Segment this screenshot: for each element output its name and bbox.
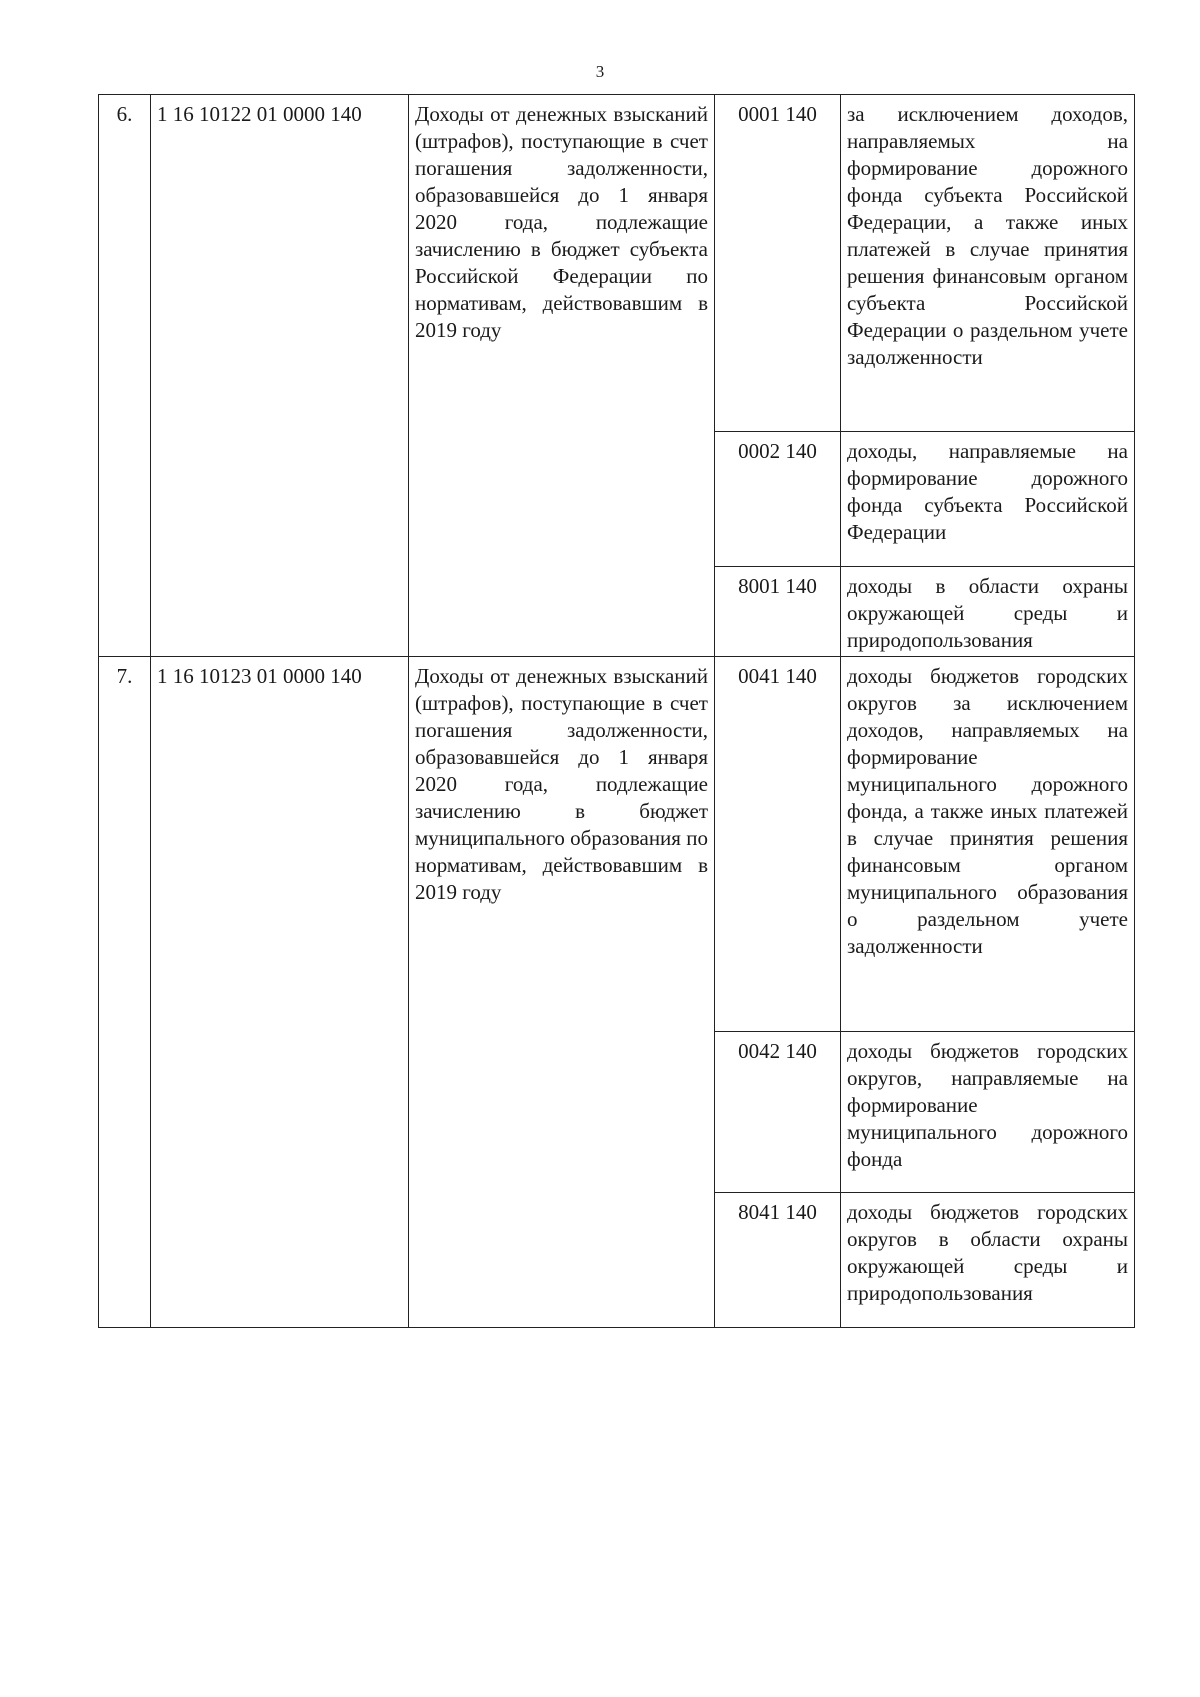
income-name: Доходы от денежных взысканий (штрафов), поступающие в счет погашения задолженности, образовавшейся до 1 января 2020 года, подлежащие зачислению в бюджет муниципального образования по нормативам, действовавшим в 2019 году (409, 657, 715, 1328)
sub-description: доходы, направляемые на формирование дорожного фонда субъекта Российской Федерации (841, 432, 1135, 567)
sub-code: 0001 140 (715, 95, 841, 432)
sub-code: 8041 140 (715, 1193, 841, 1328)
sub-code: 8001 140 (715, 567, 841, 657)
kbk-code: 1 16 10123 01 0000 140 (151, 657, 409, 1328)
sub-description: доходы бюджетов городских округов в области охраны окружающей среды и природопользования (841, 1193, 1135, 1328)
sub-description: доходы в области охраны окружающей среды и природопользования (841, 567, 1135, 657)
budget-classification-table (98, 94, 1135, 1328)
kbk-code: 1 16 10122 01 0000 140 (151, 95, 409, 657)
income-name: Доходы от денежных взысканий (штрафов), поступающие в счет погашения задолженности, образовавшейся до 1 января 2020 года, подлежащие зачислению в бюджет субъекта Российской Федерации по нормативам, действовавшим в 2019 году (409, 95, 715, 657)
sub-description: за исключением доходов, направляемых на формирование дорожного фонда субъекта Российской Федерации, а также иных платежей в случае принятия решения финансовым органом субъекта Российской Федерации о раздельном учете задолженности (841, 95, 1135, 432)
sub-description: доходы бюджетов городских округов за исключением доходов, направляемых на формирование муниципального дорожного фонда, а также иных платежей в случае принятия решения финансовым органом муниципального образования о раздельном учете задолженности (841, 657, 1135, 1032)
table-row (99, 657, 1135, 1032)
sub-code: 0041 140 (715, 657, 841, 1032)
row-number: 7. (99, 657, 151, 1328)
row-number: 6. (99, 95, 151, 657)
page-number: 3 (595, 62, 605, 81)
sub-code: 0002 140 (715, 432, 841, 567)
sub-code: 0042 140 (715, 1032, 841, 1193)
table-row (99, 95, 1135, 432)
sub-description: доходы бюджетов городских округов, направляемые на формирование муниципального дорожного фонда (841, 1032, 1135, 1193)
